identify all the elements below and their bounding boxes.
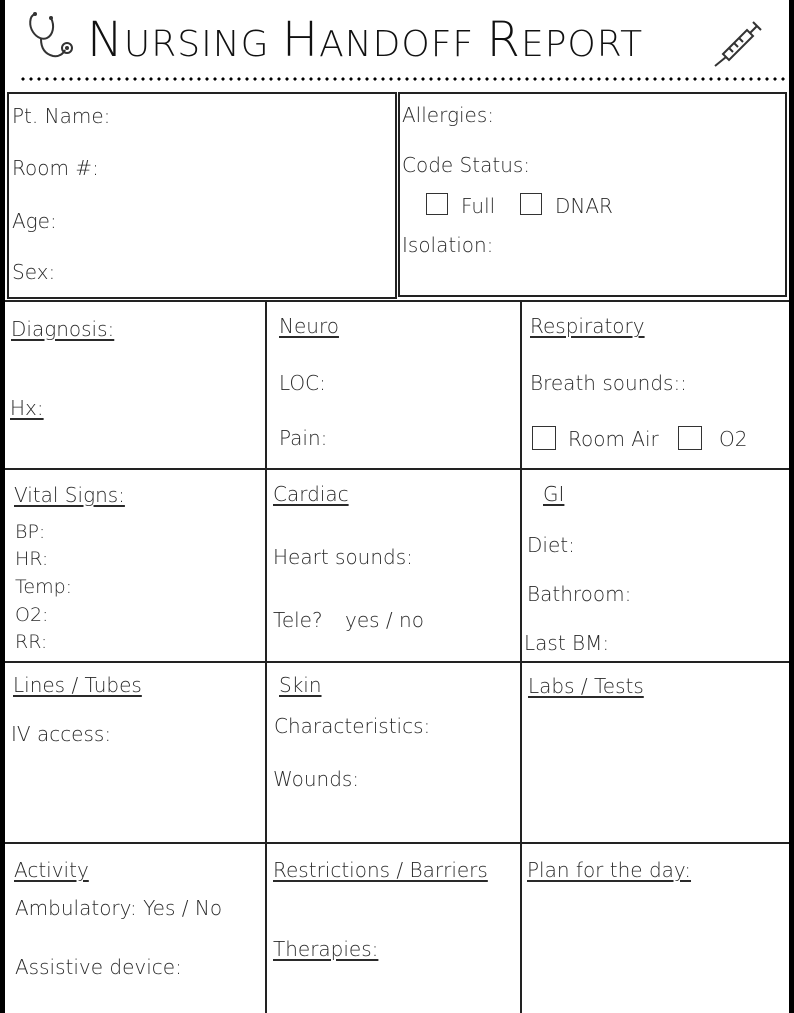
bp-label: BP: <box>15 521 46 543</box>
full-checkbox[interactable] <box>426 193 448 215</box>
neuro-heading: Neuro <box>279 314 339 338</box>
ambulatory-label: Ambulatory: Yes / No <box>15 896 223 920</box>
grid-h4 <box>5 842 789 844</box>
diagnosis-heading: Diagnosis: <box>11 317 115 341</box>
room-label: Room #: <box>12 156 99 180</box>
header <box>5 0 789 88</box>
patient-name-label: Pt. Name: <box>12 104 111 128</box>
right-border <box>789 0 794 1013</box>
plan-heading: Plan for the day: <box>527 858 692 882</box>
code-status-label: Code Status: <box>402 153 531 177</box>
room-air-checkbox[interactable] <box>532 426 556 450</box>
full-label: Full <box>461 194 496 218</box>
o2-vital-label: O2: <box>15 604 49 626</box>
dnar-label: DNAR <box>555 194 613 218</box>
activity-heading: Activity <box>14 858 89 882</box>
dotted-divider <box>19 77 791 81</box>
gi-heading: GI <box>543 482 565 506</box>
vital-signs-heading: Vital Signs: <box>14 483 125 507</box>
grid-h1 <box>5 300 789 302</box>
tele-options: yes / no <box>345 608 424 632</box>
iv-access-label: IV access: <box>11 722 112 746</box>
allergies-label: Allergies: <box>402 103 494 127</box>
syringe-icon <box>709 16 765 68</box>
age-label: Age: <box>12 209 57 233</box>
grid-v2 <box>520 300 522 1013</box>
left-border <box>0 0 5 1013</box>
tele-label: Tele? <box>273 608 323 632</box>
hx-heading: Hx: <box>10 396 44 420</box>
room-air-label: Room Air <box>568 427 659 451</box>
temp-label: Temp: <box>15 576 73 598</box>
o2-label: O2 <box>719 427 748 451</box>
diet-label: Diet: <box>527 533 575 557</box>
assistive-device-label: Assistive device: <box>15 955 182 979</box>
grid-h3 <box>5 661 789 663</box>
stethoscope-icon <box>27 10 79 66</box>
hr-label: HR: <box>15 548 49 570</box>
rr-label: RR: <box>15 631 48 653</box>
respiratory-heading: Respiratory <box>530 314 645 338</box>
labs-tests-heading: Labs / Tests <box>528 674 644 698</box>
characteristics-label: Characteristics: <box>274 714 431 738</box>
heart-sounds-label: Heart sounds: <box>273 545 413 569</box>
last-bm-label: Last BM: <box>524 631 610 655</box>
skin-heading: Skin <box>279 673 322 697</box>
dnar-checkbox[interactable] <box>520 193 542 215</box>
grid-h2 <box>5 468 789 470</box>
therapies-heading: Therapies: <box>273 937 379 961</box>
o2-checkbox[interactable] <box>678 426 702 450</box>
sex-label: Sex: <box>12 260 56 284</box>
lines-tubes-heading: Lines / Tubes <box>13 673 142 697</box>
bathroom-label: Bathroom: <box>527 582 632 606</box>
page-title: NURSING HANDOFF REPORT <box>87 12 644 68</box>
wounds-label: Wounds: <box>273 767 360 791</box>
isolation-label: Isolation: <box>402 233 494 257</box>
loc-label: LOC: <box>279 371 326 395</box>
grid-v1 <box>265 300 267 1013</box>
pain-label: Pain: <box>279 426 328 450</box>
cardiac-heading: Cardiac <box>273 482 349 506</box>
breath-sounds-label: Breath sounds:: <box>530 371 687 395</box>
restrictions-heading: Restrictions / Barriers <box>273 858 488 882</box>
